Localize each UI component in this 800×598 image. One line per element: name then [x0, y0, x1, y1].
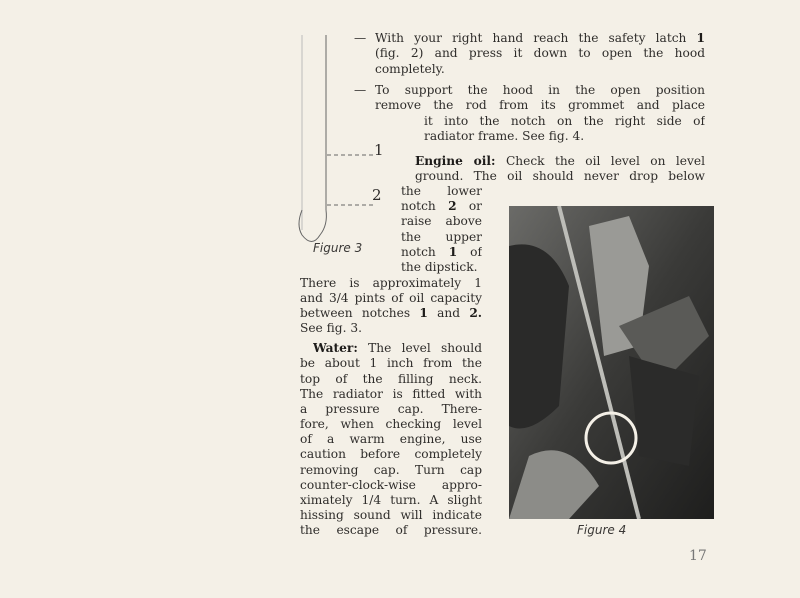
text-line: the upper: [401, 230, 482, 244]
notch-label-lower: 2: [372, 186, 382, 204]
text-line: it into the notch on the right side of: [424, 114, 705, 128]
text-line: hissing sound will indicate: [300, 508, 482, 522]
text-line: and 3/4 pints of oil capacity: [300, 291, 482, 305]
text-line: between notches 1 and 2.: [300, 306, 482, 320]
water-heading: Water:: [313, 341, 358, 355]
text-line: With your right hand reach the safety latch 1: [375, 31, 705, 45]
text-line: To support the hood in the open position: [375, 83, 705, 97]
text-line: fore, when checking level: [300, 417, 482, 431]
text-line: radiator frame. See fig. 4.: [424, 129, 585, 143]
text-line: the dipstick.: [401, 260, 478, 274]
engine-photo: [509, 206, 714, 519]
text-line: completely.: [375, 62, 445, 76]
figure-4-caption: Figure 4: [577, 523, 627, 537]
text-line: The radiator is fitted with: [300, 387, 482, 401]
text-line: the lower: [401, 184, 482, 198]
figure-3-caption: Figure 3: [313, 241, 363, 255]
text-line: be about 1 inch from the: [300, 356, 482, 370]
text-line: the escape of pressure.: [300, 523, 482, 537]
page-number: 17: [689, 548, 707, 564]
text-line: caution before completely: [300, 447, 482, 461]
engine-oil-heading: Engine oil:: [415, 154, 496, 168]
text-line: (fig. 2) and press it down to open the hood: [375, 46, 705, 60]
text-line: Water: The level should: [313, 341, 482, 355]
text-line: top of the filling neck.: [300, 372, 482, 386]
bullet-dash: —: [354, 31, 367, 45]
text-line: counter-clock-wise appro-: [300, 478, 482, 492]
text-line: notch 2 or: [401, 199, 482, 213]
text-line: notch 1 of: [401, 245, 482, 259]
text-line: of a warm engine, use: [300, 432, 482, 446]
text-line: There is approximately 1: [300, 276, 482, 290]
notch-label-upper: 1: [374, 141, 384, 159]
bullet-dash: —: [354, 83, 367, 97]
text-line: remove the rod from its grommet and place: [375, 98, 705, 112]
text-line: Engine oil: Check the oil level on level: [415, 154, 705, 168]
text-line: See fig. 3.: [300, 321, 362, 335]
text-line: a pressure cap. There-: [300, 402, 482, 416]
text-line: raise above: [401, 214, 482, 228]
text-line: removing cap. Turn cap: [300, 463, 482, 477]
text-line: ground. The oil should never drop below: [415, 169, 705, 183]
text-line: ximately 1/4 turn. A slight: [300, 493, 482, 507]
